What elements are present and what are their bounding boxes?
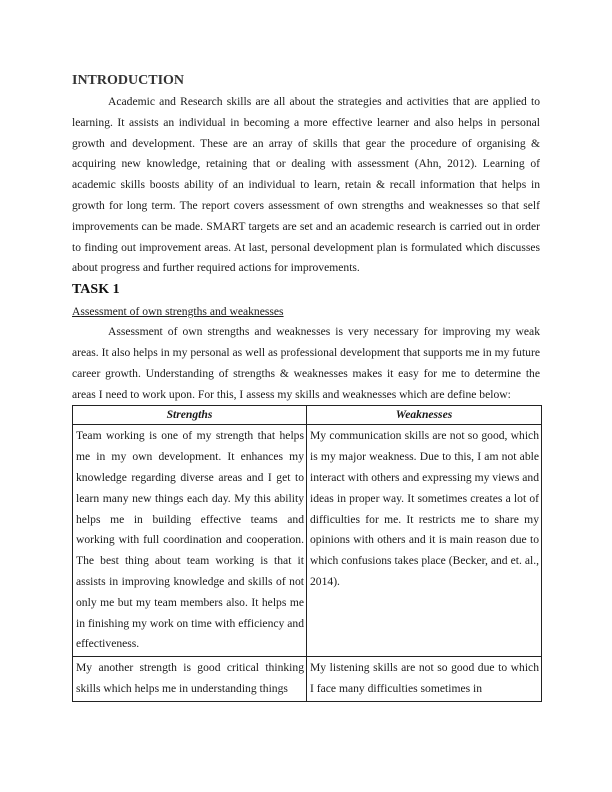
strengths-column-header: Strengths (73, 406, 307, 425)
strengths-weaknesses-table (72, 405, 542, 701)
strength-cell: My another strength is good critical thinking skills which helps me in understanding things (73, 657, 307, 702)
task1-heading: TASK 1 (72, 282, 120, 298)
table-row (73, 657, 542, 702)
introduction-heading: INTRODUCTION (72, 73, 185, 88)
weakness-cell: My communication skills are not so good, which is my major weakness. Due to this, I am not able interact with others and expressing my views and ideas in proper way. It sometimes creates a lot of difficulties for me. It restricts me to share my opinions with others and it is main reason due to which confusions takes place (Becker, and et. al., 2014). (307, 425, 542, 657)
task1-paragraph: Assessment of own strengths and weaknesses is very necessary for improving my weak areas. It also helps in my personal as well as professional development that supports me in my future career growth. Understanding of strengths & weaknesses makes it easy for me to determine the areas I need to work upon. For this, I assess my skills and weaknesses which are define below: (72, 325, 540, 401)
task1-subheading: Assessment of own strengths and weaknesses (72, 305, 284, 319)
document-page (72, 72, 540, 702)
weakness-cell: My listening skills are not so good due to which I face many difficulties sometimes in (307, 657, 542, 702)
introduction-paragraph: Academic and Research skills are all about the strategies and activities that are applied to learning. It assists an individual in becoming a more effective learner and also helps in personal growth and development. These are an array of skills that gear the procedure of organising & acquiring new knowledge, retaining that or dealing with assessment (Ahn, 2012). Learning of academic skills boosts ability of an individual to learn, retain & recall information that helps in growth for long term. The report covers assessment of own strengths and weaknesses so that self improvements can be made. SMART targets are set and an academic research is carried out in order to finding out improvement areas. At last, personal development plan is formulated which discusses about progress and further required actions for improvements. (72, 95, 540, 275)
weaknesses-column-header: Weaknesses (307, 406, 542, 425)
strength-cell: Team working is one of my strength that helps me in my own development. It enhances my knowledge regarding diverse areas and I get to learn many new things each day. My this ability helps me in building effective teams and working with full coordination and cooperation. The best thing about team working is that it assists in improving knowledge and skills of not only me but my team members also. It helps me in finishing my work on time with efficiency and effectiveness. (73, 425, 307, 657)
table-header-row (73, 406, 542, 425)
table-row (73, 425, 542, 657)
